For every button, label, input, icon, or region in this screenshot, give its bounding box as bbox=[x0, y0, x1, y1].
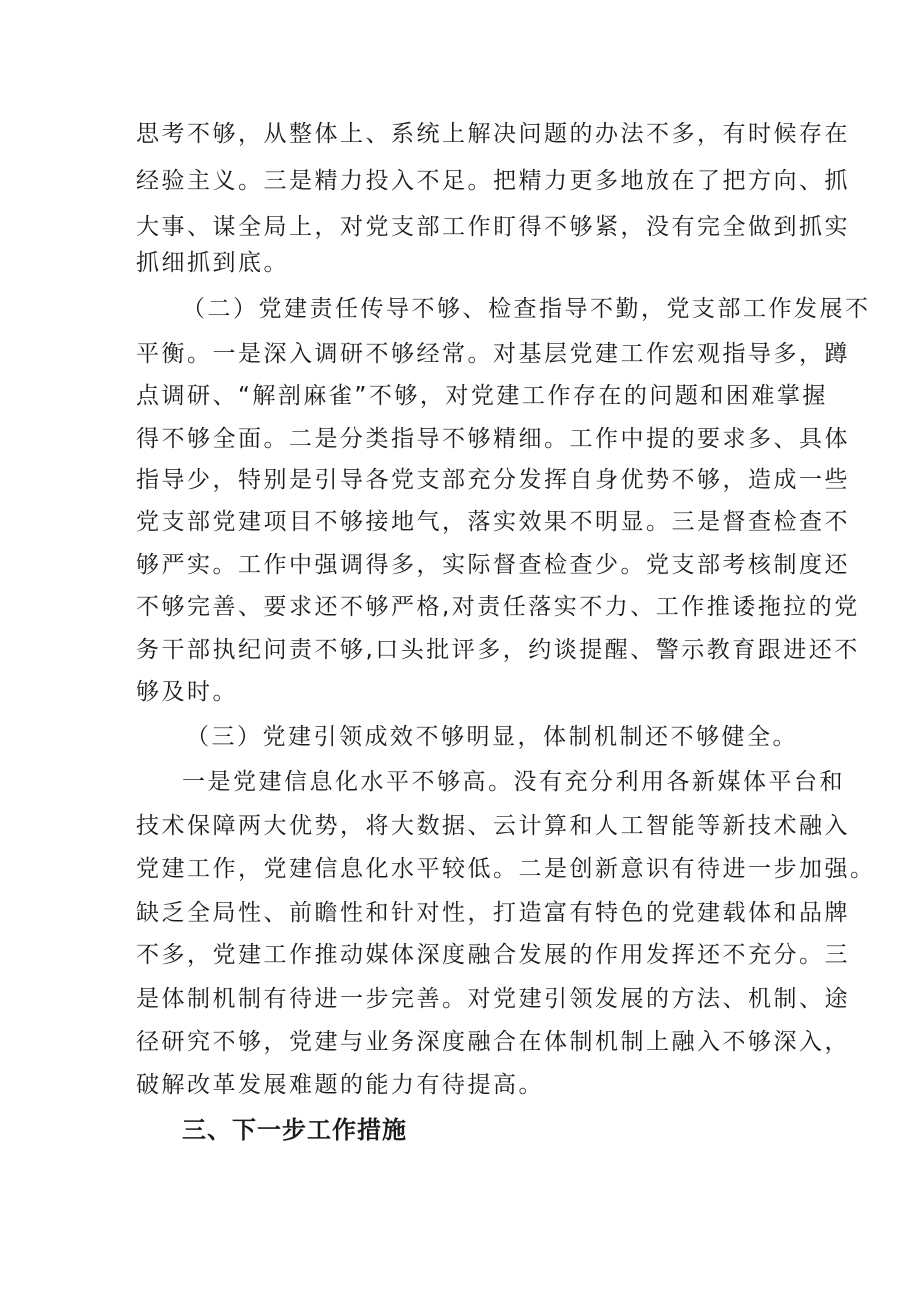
paragraph-line: 思考不够，从整体上、系统上解决问题的办法不多，有时候存在 bbox=[136, 121, 850, 147]
paragraph-line: 径研究不够，党建与业务深度融合在体制机制上融入不够深入， bbox=[136, 1029, 850, 1055]
section-heading-2: （二）党建责任传导不够、检查指导不勤，党支部工作发展不 bbox=[182, 296, 871, 322]
section-heading-3: （三）党建引领成效不够明显，体制机制还不够健全。 bbox=[186, 724, 798, 750]
paragraph-line: 不多，党建工作推动媒体深度融合发展的作用发挥还不充分。三 bbox=[136, 942, 850, 968]
paragraph-line: 党建工作，党建信息化水平较低。二是创新意识有待进一步加强。 bbox=[136, 856, 876, 882]
paragraph-line: 抓细抓到底。 bbox=[136, 250, 289, 276]
paragraph-line: 务干部执纪问责不够,口头批评多，约谈提醒、警示教育跟进还不 bbox=[136, 637, 860, 663]
paragraph-line: 够严实。工作中强调得多，实际督查检查少。党支部考核制度还 bbox=[136, 552, 850, 578]
paragraph-line: 是体制机制有待进一步完善。对党建引领发展的方法、机制、途 bbox=[136, 986, 850, 1012]
paragraph-line: 大事、谋全局上，对党支部工作盯得不够紧，没有完全做到抓实 bbox=[136, 214, 850, 240]
paragraph-line: 平衡。一是深入调研不够经常。对基层党建工作宏观指导多，蹲 bbox=[136, 341, 850, 367]
paragraph-line: 破解改革发展难题的能力有待提高。 bbox=[136, 1072, 544, 1098]
paragraph-line: 一是党建信息化水平不够高。没有充分利用各新媒体平台和 bbox=[182, 769, 845, 795]
paragraph-line: 不够完善、要求还不够严格,对责任落实不力、工作推诿拖拉的党 bbox=[136, 594, 860, 620]
paragraph-line: 指导少，特别是引导各党支部充分发挥自身优势不够，造成一些 bbox=[136, 467, 850, 493]
paragraph-line: 技术保障两大优势，将大数据、云计算和人工智能等新技术融入 bbox=[136, 813, 850, 839]
chapter-heading: 三、下一步工作措施 bbox=[182, 1116, 407, 1144]
paragraph-line: 缺乏全局性、前瞻性和针对性，打造富有特色的党建载体和品牌 bbox=[136, 900, 850, 926]
paragraph-line: 点调研、“解剖麻雀”不够，对党建工作存在的问题和困难掌握 bbox=[136, 383, 828, 409]
paragraph-line: 够及时。 bbox=[136, 679, 238, 705]
paragraph-line: 经验主义。三是精力投入不足。把精力更多地放在了把方向、抓 bbox=[136, 168, 850, 194]
paragraph-line: 党支部党建项目不够接地气，落实效果不明显。三是督查检查不 bbox=[136, 509, 850, 535]
paragraph-line: 得不够全面。二是分类指导不够精细。工作中提的要求多、具体 bbox=[136, 426, 850, 452]
